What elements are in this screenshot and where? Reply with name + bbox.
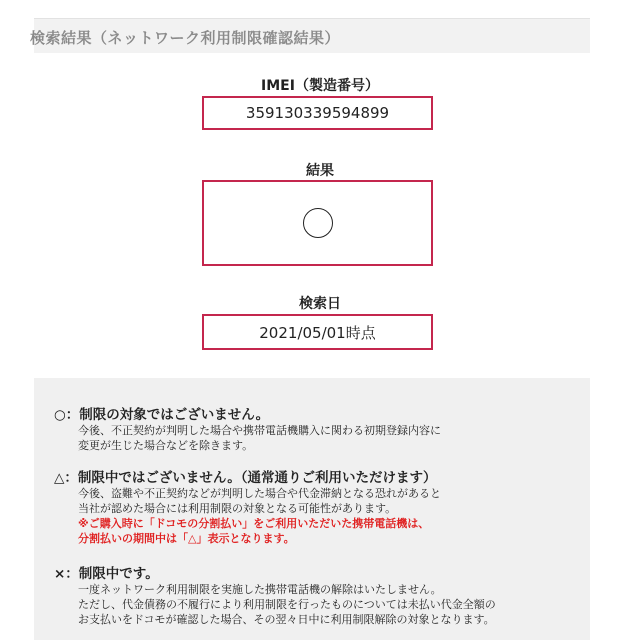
legend-entry-circle — [54, 403, 584, 453]
legend-circle-line: 変更が生じた場合などを除きます。 — [78, 439, 254, 452]
legend-cross-line: 一度ネットワーク利用制限を実施した携帯電話機の解除はいたしません。 — [78, 583, 442, 596]
search-date-box — [202, 314, 433, 350]
imei-value-box — [202, 96, 433, 130]
search-date-label: 検索日 — [299, 296, 341, 312]
imei-value: 359130339594899 — [245, 104, 390, 122]
legend-triangle-line: 今後、盗難や不正契約などが判明した場合や代金滞納となる恐れがあると — [78, 487, 441, 500]
legend-triangle-head: △：制限中ではございません。（通常通りご利用いただけます） — [54, 470, 437, 486]
legend-panel — [34, 378, 590, 640]
legend-circle-head: ○：制限の対象ではございません。 — [54, 407, 270, 423]
legend-entry-cross — [54, 562, 584, 627]
imei-label: IMEI（製造番号） — [261, 78, 379, 94]
legend-cross-line: ただし、代金債務の不履行により利用制限を行ったものについては未払い代金全額の — [78, 598, 496, 611]
section-title-bar — [30, 18, 590, 53]
result-box — [202, 180, 433, 266]
result-circle-icon — [303, 208, 333, 238]
search-date-value: 2021/05/01時点 — [259, 323, 376, 342]
legend-triangle-note: ※ご購入時に「ドコモの分割払い」をご利用いただいた携帯電話機は、 — [78, 517, 430, 530]
result-label: 結果 — [306, 163, 334, 179]
legend-triangle-note: 分割払いの期間中は「△」表示となります。 — [78, 532, 295, 545]
legend-triangle-line: 当社が認めた場合には利用制限の対象となる可能性があります。 — [78, 502, 397, 515]
section-title: 検索結果（ネットワーク利用制限確認結果） — [30, 29, 341, 47]
legend-entry-triangle — [54, 466, 584, 546]
legend-cross-head: ×：制限中です。 — [54, 566, 159, 582]
legend-cross-line: お支払いをドコモが確認した場合、その翌々日中に利用制限解除の対象となります。 — [78, 613, 495, 626]
legend-circle-line: 今後、不正契約が判明した場合や携帯電話機購入に関わる初期登録内容に — [78, 424, 441, 437]
